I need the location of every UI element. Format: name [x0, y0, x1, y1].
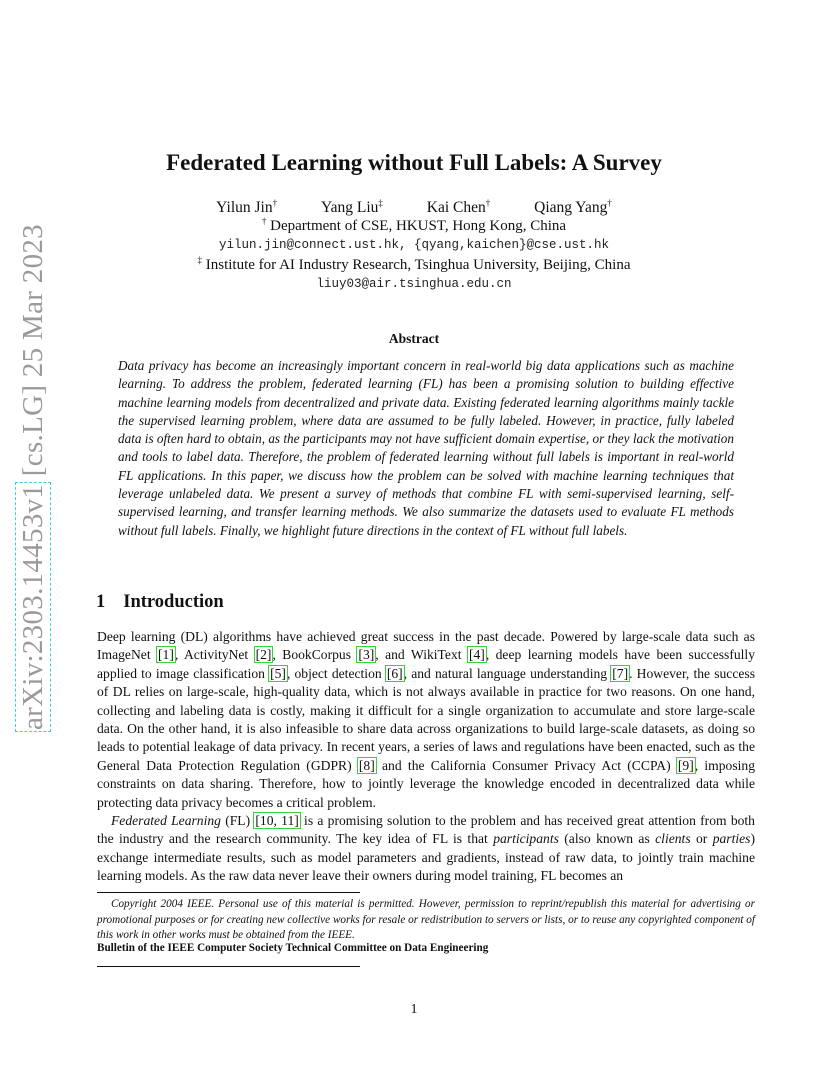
citation-link[interactable]: [3] — [358, 647, 375, 663]
abstract-text: Data privacy has become an increasingly important concern in real-world big data applications such as machine learning. To address the problem, federated learning (FL) has been a promising solution to building effective machine learning models from decentralized and private data. Existing federated learning algorithms mainly tackle the supervised learning problem, where data are assumed to be fully labeled. However, in practice, fully labeled data is often hard to obtain, as the participants may not have sufficient domain expertise, or they lack the motivation and tools to label data. Therefore, the problem of federated learning without full labels is important in real-world FL applications. In this paper, we discuss how the problem can be solved with machine learning techniques that leverage unlabeled data. We present a survey of methods that combine FL with semi-supervised learning, self-supervised learning, and transfer learning methods. We also summarize the datasets used to evaluate FL methods without full labels. Finally, we highlight future directions in the context of FL without full labels. — [118, 358, 734, 538]
abstract-heading: Abstract — [388, 331, 440, 346]
section-title: Introduction — [123, 592, 224, 612]
arxiv-id-link[interactable]: arXiv:2303.14453v1 — [17, 483, 49, 730]
citation-link[interactable]: [6] — [386, 665, 403, 681]
page-number: 1 — [410, 1002, 418, 1017]
paragraph-2: Federated Learning (FL) [10, 11] is a promising solution to the problem and has received great attention from both the industry and the research community. The key idea of FL is that participants (also known as clients or parties) exchange intermediate results, such as model parameters and gradients, instead of raw data, to jointly train machine learning models. As the raw data never leave their owners during model training, FL becomes an — [97, 813, 755, 884]
citation-link[interactable]: [7] — [612, 665, 629, 681]
author: Qiang Yang† — [534, 197, 612, 216]
footnote-rule-top — [97, 892, 360, 893]
section-heading — [96, 592, 224, 613]
arxiv-stamp[interactable] — [17, 224, 57, 730]
affiliation-1: † Department of CSE, HKUST, Hong Kong, China — [261, 216, 567, 234]
paragraph-1: Deep learning (DL) algorithms have achieved great success in the past decade. Powered by large-scale data such as ImageNet [1], ActivityNet [2], BookCorpus [3], and WikiText [4], deep learning models have been successfully applied to image classification [5], object detection [6], and natural language understanding [7]. However, the success of DL relies on large-scale, high-quality data, which is not always available in practice for two reasons. On one hand, collecting and labeling data is costly, making it difficult for a single organization to accumulate and store large-scale data. On the other hand, it is also infeasible to share data across organizations to build large-scale datasets, as doing so leads to potential leakage of data privacy. In recent years, a series of laws and regulations have been enacted, such as the General Data Protection Regulation (GDPR) [8] and the California Consumer Privacy Act (CCPA) [9], imposing constraints on data sharing. Therefore, how to jointly leverage the knowledge encoded in decentralized data while protecting data privacy becomes a critical problem. — [97, 629, 756, 810]
citation-link[interactable]: [4] — [468, 647, 485, 663]
author: Yilun Jin† — [216, 197, 278, 216]
citation-link[interactable]: [2] — [255, 647, 272, 663]
section-number: 1 — [96, 592, 106, 612]
copyright-notice: Copyright 2004 IEEE. Personal use of this material is permitted. However, permission to reprint/republish this material for advertising or promotional purposes or for creating new collective works for resale or redistribution to servers or lists, or to reuse any copyrighted component of this work in other works must be obtained from the IEEE. — [97, 898, 755, 941]
paper-title: Federated Learning without Full Labels: A Survey — [166, 150, 662, 175]
citation-link[interactable]: [9] — [677, 757, 694, 773]
affiliation-2-email: liuy03@air.tsinghua.edu.cn — [316, 277, 512, 291]
affiliation-2: ‡ Institute for AI Industry Research, Tsinghua University, Beijing, China — [197, 255, 631, 273]
arxiv-category: [cs.LG] — [17, 384, 49, 477]
body-text — [97, 628, 755, 886]
citation-link[interactable]: [10, 11] — [255, 813, 299, 829]
bulletin-line: Bulletin of the IEEE Computer Society Technical Committee on Data Engineering — [97, 942, 489, 954]
citation-link[interactable]: [1] — [158, 647, 174, 663]
citation-link[interactable]: [8] — [358, 757, 375, 773]
author: Kai Chen† — [426, 197, 491, 216]
arxiv-date: 25 Mar 2023 — [17, 224, 49, 378]
footnote-rule-bottom — [97, 966, 360, 967]
author: Yang Liu‡ — [320, 197, 383, 216]
affiliation-1-email: yilun.jin@connect.ust.hk, {qyang,kaichen}@cse.ust.hk — [218, 238, 610, 252]
citation-link[interactable]: [5] — [270, 665, 286, 681]
author-list — [0, 199, 828, 217]
